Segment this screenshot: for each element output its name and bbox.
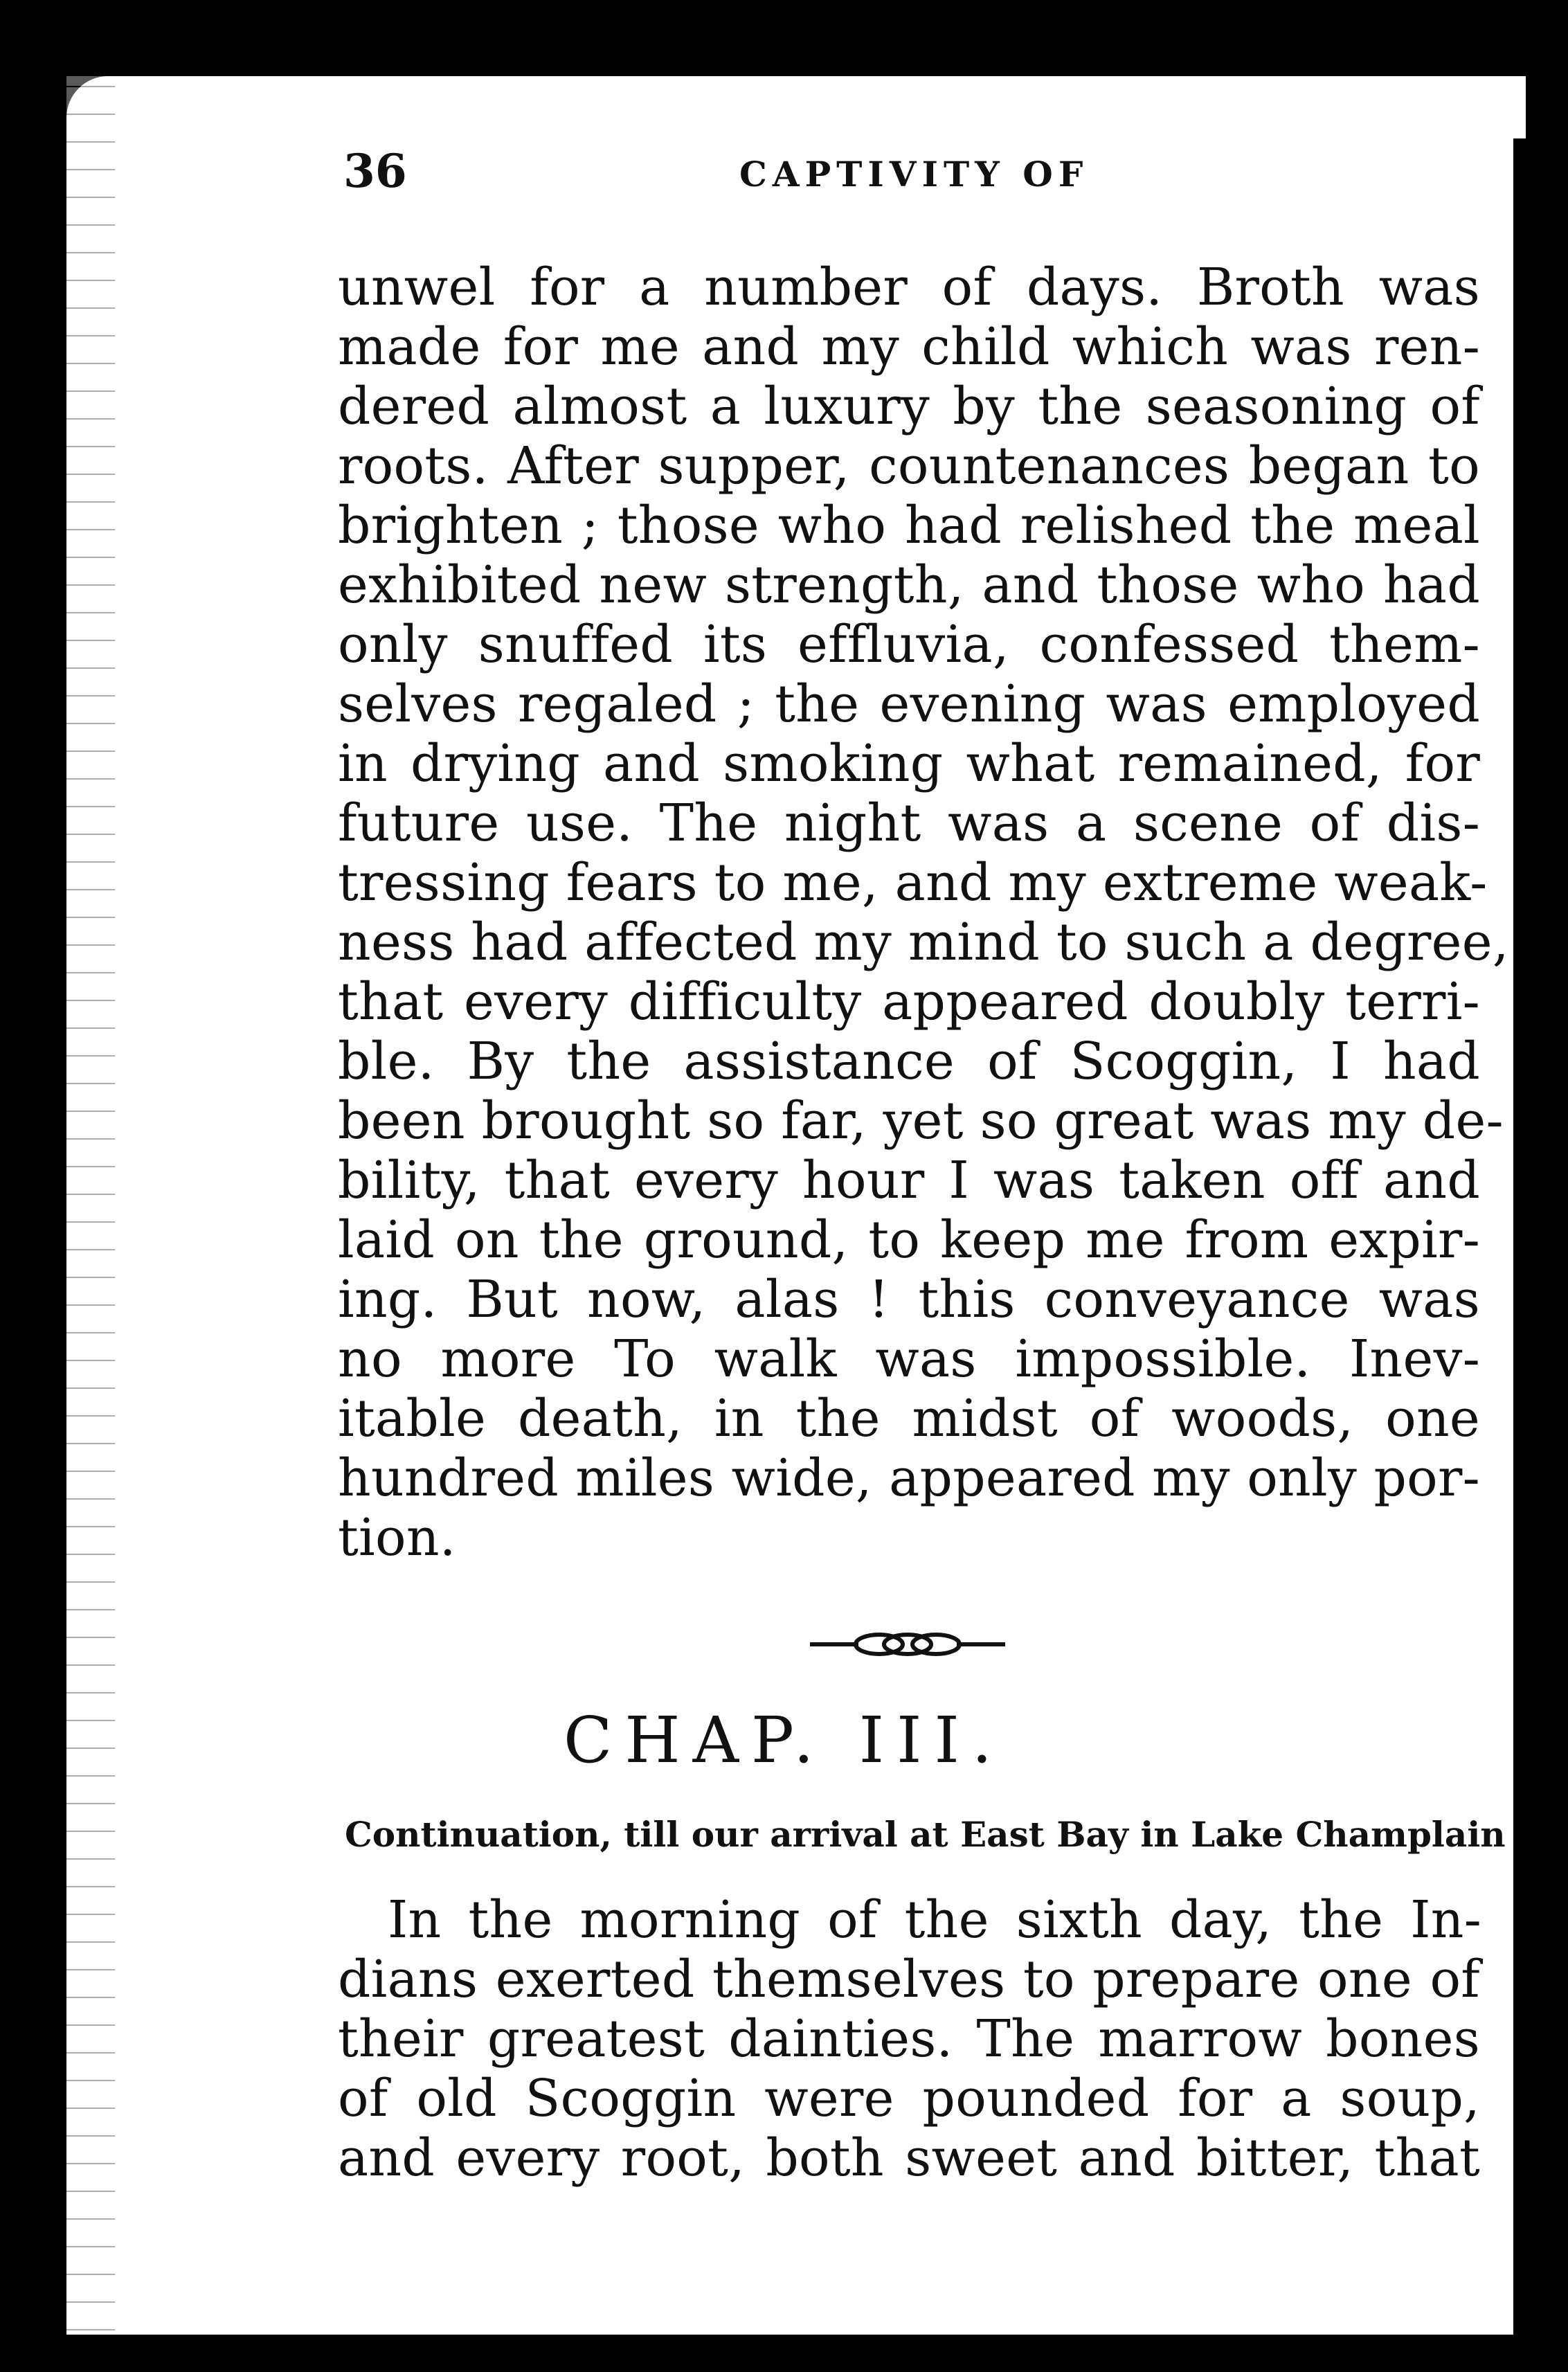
body-line: dered almost a luxury by the seasoning of [338, 377, 1480, 436]
body-line: ble. By the assistance of Scoggin, I had [338, 1032, 1480, 1091]
body-line: only snuffed its effluvia, confessed them- [338, 615, 1480, 674]
body-line: ing. But now, alas ! this conveyance was [338, 1270, 1480, 1329]
body-line: itable death, in the midst of woods, one [338, 1389, 1480, 1448]
body-line: bility, that every hour I was taken off and [338, 1151, 1480, 1210]
body-line: ness had affected my mind to such a degree, [338, 913, 1509, 972]
chapter-line: of old Scoggin were pounded for a soup, [338, 2069, 1480, 2128]
body-line: no more To walk was impossible. Inev- [338, 1329, 1480, 1389]
body-line: exhibited new strength, and those who had [338, 555, 1480, 615]
chapter-heading: CHAP. III. [563, 1703, 1005, 1777]
body-line: made for me and my child which was ren- [338, 317, 1480, 377]
body-line: that every difficulty appeared doubly terri- [338, 972, 1480, 1032]
body-line: unwel for a number of days. Broth was [338, 258, 1480, 317]
knot-ornament-icon [810, 1630, 1005, 1658]
chapter-line: dians exerted themselves to prepare one of [338, 1950, 1480, 2009]
page-number: 36 [343, 144, 407, 198]
page-edge-right [1513, 138, 1526, 2335]
body-line: tressing fears to me, and my extreme weak- [338, 853, 1488, 913]
chapter-line: In the morning of the sixth day, the In- [388, 1890, 1481, 1950]
body-line: in drying and smoking what remained, for [338, 734, 1480, 793]
running-title: CAPTIVITY OF [739, 154, 1089, 195]
body-line: brighten ; those who had relished the meal [338, 496, 1480, 555]
body-line: laid on the ground, to keep me from expir- [338, 1210, 1480, 1270]
chapter-line: their greatest dainties. The marrow bones [338, 2009, 1480, 2069]
body-line: been brought so far, yet so great was my de- [338, 1091, 1504, 1151]
body-line: roots. After supper, countenances began to [338, 436, 1480, 496]
chapter-line: and every root, both sweet and bitter, that [338, 2128, 1480, 2188]
body-line: tion. [338, 1508, 456, 1567]
page-edge-left [66, 76, 115, 2335]
body-line: hundred miles wide, appeared my only por- [338, 1448, 1480, 1508]
chapter-subtitle: Continuation, till our arrival at East Bay in Lake Champlain [345, 1814, 1506, 1855]
body-line: selves regaled ; the evening was employed [338, 674, 1480, 734]
body-line: future use. The night was a scene of dis- [338, 793, 1480, 853]
